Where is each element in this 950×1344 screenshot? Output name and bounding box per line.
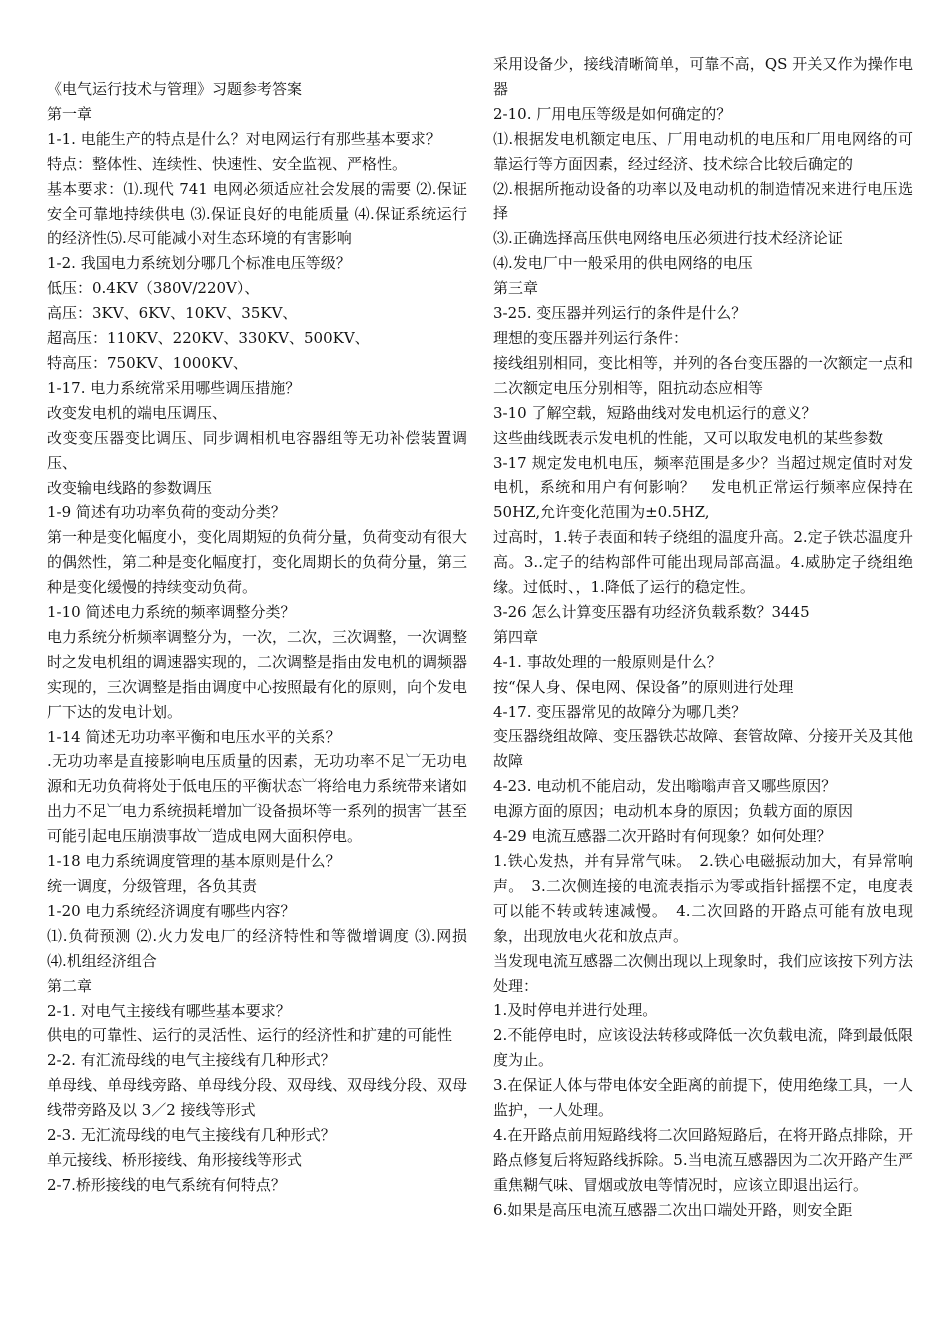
chapter-heading: 第一章: [47, 104, 93, 123]
answer: 接线组别相同，变比相等，并列的各台变压器的一次额定一点和二次额定电压分别相等，阻抗动态应相等: [493, 353, 914, 397]
answer: 特点：整体性、连续性、快速性、安全监视、严格性。: [47, 154, 408, 173]
answer: .无功功率是直接影响电压质量的因素，无功功率不足︺无功电源和无功负荷将处于低电压的平衡状态︺将给电力系统带来诸如出力不足︺电力系统损耗增加︺设备损坏等一系列的损害︺甚至可能引起电压崩溃事故︺造成电网大面积停电。: [47, 752, 468, 846]
question: 3-17 规定发电机电压，频率范围是多少？当超过规定值时对发电机，系统和用户有何影响？ 发电机正常运行频率应保持在 50HZ,允许变化范围为±0.5HZ,: [493, 453, 913, 522]
chapter-heading: 第四章: [493, 627, 539, 646]
answer: 1.铁心发热，并有异常气味。 2.铁心电磁振动加大，有异常响声。 3.二次侧连接的电流表指示为零或指针摇摆不定，电度表可以能不转或转速减慢。 4.二次回路的开路点可能有放电现象，出现放电火花和放点声。: [493, 852, 913, 945]
question: 3-10 了解空载，短路曲线对发电机运行的意义？: [493, 403, 817, 422]
question: 1-9 简述有功功率负荷的变动分类？: [47, 503, 286, 522]
answer: ⑷.发电厂中一般采用的供电网络的电压: [493, 254, 753, 273]
answer: 基本要求：⑴.现代 741 电网必须适应社会发展的需要 ⑵.保证安全可靠地持续供电 ⑶.保证良好的电能质量 ⑷.保证系统运行的经济性⑸.尽可能减小对生态环境的有害影响: [47, 179, 467, 248]
chapter-heading: 第二章: [47, 976, 93, 995]
question: 2-7.桥形接线的电气系统有何特点？: [47, 1175, 286, 1194]
answer: 统一调度，分级管理，各负其责: [47, 877, 258, 895]
answer: 采用设备少，接线清晰简单，可靠不高，QS 开关又作为操作电器: [493, 55, 913, 98]
answer: 供电的可靠性、运行的灵活性、运行的经济性和扩建的可能性: [47, 1026, 453, 1045]
answer: 按“保人身、保电网、保设备”的原则进行处理: [493, 677, 794, 696]
answer: 低压：0.4KV（380V/220V）、: [47, 279, 260, 298]
question: 1-14 简述无功功率平衡和电压水平的关系？: [47, 727, 341, 746]
answer: 理想的变压器并列运行条件：: [493, 328, 689, 347]
question: 1-2. 我国电力系统划分哪几个标准电压等级？: [47, 254, 351, 273]
answer: 改变变压器变比调压、同步调相机电容器组等无功补偿装置调压、: [47, 428, 467, 472]
question: 2-2. 有汇流母线的电气主接线有几种形式？: [47, 1051, 336, 1070]
answer: ⑴.根据发电机额定电压、厂用电动机的电压和厂用电网络的可靠运行等方面因素，经过经济、技术综合比较后确定的: [493, 129, 913, 173]
answer: 超高压：110KV、220KV、330KV、500KV、: [47, 329, 370, 348]
question: 1-17. 电力系统常采用哪些调压措施？: [47, 378, 301, 397]
answer: 改变发电机的端电压调压、: [47, 403, 228, 422]
answer: 这些曲线既表示发电机的性能，又可以取发电机的某些参数: [493, 428, 884, 447]
answer: 2.不能停电时，应该设法转移或降低一次负载电流，降到最低限度为止。: [493, 1026, 913, 1070]
answer: 过高时，1.转子表面和转子绕组的温度升高。2.定子铁芯温度升高。3..定子的结构部件可能出现局部高温。4.威胁定子绕组绝缘。过低时、，1.降低了运行的稳定性。: [493, 528, 913, 597]
answer: 特高压：750KV、1000KV、: [47, 353, 248, 372]
right-column: [493, 52, 913, 1223]
answer: 单母线、单母线旁路、单母线分段、双母线、双母线分段、双母线带旁路及以 3／2 接线等形式: [47, 1076, 468, 1120]
answer: 电源方面的原因；电动机本身的原因；负载方面的原因: [493, 802, 854, 821]
question: 4-23. 电动机不能启动，发出嗡嗡声音又哪些原因？: [493, 777, 837, 796]
answer: 当发现电流互感器二次侧出现以上现象时，我们应该按下列方法处理：: [493, 951, 914, 995]
question: 4-29 电流互感器二次开路时有何现象？如何处理？: [493, 827, 832, 846]
question: 1-1. 电能生产的特点是什么？对电网运行有那些基本要求？: [47, 129, 441, 148]
question: 1-10 简述电力系统的频率调整分类？: [47, 603, 296, 622]
answer: ⑴.负荷预测 ⑵.火力发电厂的经济特性和等微增调度 ⑶.网损 ⑷.机组经济组合: [47, 926, 467, 970]
answer: 变压器绕组故障、变压器铁芯故障、套管故障、分接开关及其他故障: [493, 727, 914, 771]
question: 1-20 电力系统经济调度有哪些内容？: [47, 901, 296, 920]
question: 4-1. 事故处理的一般原则是什么？: [493, 652, 722, 671]
answer: 电力系统分析频率调整分为，一次，二次，三次调整，一次调整时之发电机组的调速器实现的，二次调整是指由发电机的调频器实现的，三次调整是指由调度中心按照最有化的原则，向个发电厂下达的发电计划。: [47, 627, 468, 721]
chapter-heading: 第三章: [493, 279, 539, 298]
answer: 1.及时停电并进行处理。: [493, 1001, 658, 1020]
question: 2-10. 厂用电压等级是如何确定的？: [493, 104, 732, 123]
answer: 3.在保证人体与带电体安全距离的前提下，使用绝缘工具，一人监护，一人处理。: [493, 1076, 913, 1120]
left-column: [47, 77, 467, 1198]
answer: 高压：3KV、6KV、10KV、35KV、: [47, 304, 298, 323]
question: 3-26 怎么计算变压器有功经济负载系数？3445: [493, 602, 810, 621]
doc-title: 《电气运行技术与管理》习题参考答案: [47, 80, 303, 98]
answer: 6.如果是高压电流互感器二次出口端处开路，则安全距: [493, 1200, 853, 1219]
question: 4-17. 变压器常见的故障分为哪几类？: [493, 702, 747, 721]
answer: 单元接线、桥形接线、角形接线等形式: [47, 1150, 303, 1169]
question: 2-3. 无汇流母线的电气主接线有几种形式？: [47, 1126, 336, 1145]
answer: 改变输电线路的参数调压: [47, 478, 213, 497]
answer: ⑶.正确选择高压供电网络电压必须进行技术经济论证: [493, 229, 843, 248]
answer: ⑵.根据所拖动设备的功率以及电动机的制造情况来进行电压选择: [493, 179, 913, 223]
answer: 第一种是变化幅度小，变化周期短的负荷分量，负荷变动有很大的偶然性，第二种是变化幅度打，变化周期长的负荷分量，第三种是变化缓慢的持续变动负荷。: [47, 528, 468, 597]
question: 2-1. 对电气主接线有哪些基本要求？: [47, 1001, 291, 1020]
question: 3-25. 变压器并列运行的条件是什么？: [493, 304, 747, 323]
question: 1-18 电力系统调度管理的基本原则是什么？: [47, 852, 341, 871]
answer: 4.在开路点前用短路线将二次回路短路后，在将开路点排除，开路点修复后将短路线拆除。5.当电流互感器因为二次开路产生严重焦糊气味、冒烟或放电等情况时，应该立即退出运行。: [493, 1125, 913, 1194]
